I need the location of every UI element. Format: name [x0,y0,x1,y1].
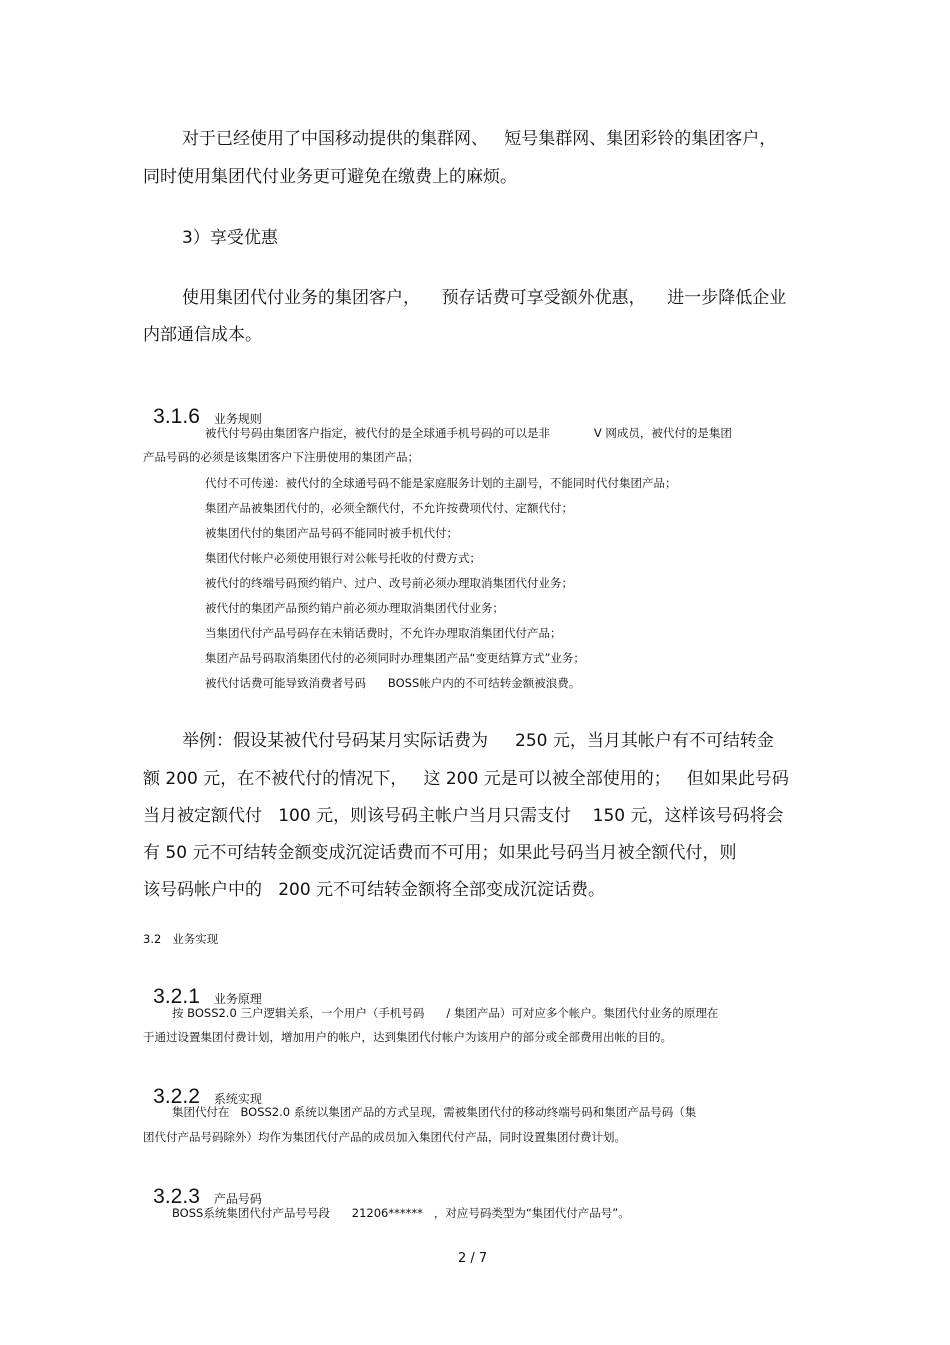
rule-item: 被代付的集团产品预约销户前必须办理取消集团代付业务； [205,601,504,615]
implementation-line-1: 集团代付在 BOSS2.0 系统以集团产品的方式呈现，需被集团代付的移动终端号码和集团产品号码（集 [172,1105,697,1119]
section-title: 系统实现 [213,1092,262,1106]
section-3-2-heading: 3.2 业务实现 [143,932,219,946]
section-3-2-2-heading [143,1066,262,1109]
section-number: 3.2.3 [153,1185,200,1208]
section-3-2-3-heading [143,1166,262,1209]
principle-line-1: 按 BOSS2.0 三户逻辑关系，一个用户（手机号码 / 集团产品）可对应多个帐户。集团代付业务的原理在 [172,1006,719,1020]
rule-item: 代付不可传递：被代付的全球通号码不能是家庭服务计划的主副号，不能同时代付集团产品； [205,476,677,490]
rule-item: 被代付的终端号码预约销户、过户、改号前必须办理取消集团代付业务； [205,576,573,590]
rules-intro-line-1: 被代付号码由集团客户指定，被代付的是全球通手机号码的可以是非 V 网成员，被代付的是集团 [205,426,732,440]
section-number: 3.1.6 [153,405,200,428]
section-number: 3.2.1 [153,985,200,1008]
example-line-3: 当月被定额代付 100 元，则该号码主帐户当月只需支付 150 元，这样该号码将会 [143,806,784,826]
item3-heading: 3）享受优惠 [182,228,278,248]
rule-item: 当集团代付产品号码存在未销话费时，不允许办理取消集团代付产品； [205,626,562,640]
intro-line-2: 同时使用集团代付业务更可避免在缴费上的麻烦。 [143,167,517,187]
section-title: 产品号码 [213,1192,262,1206]
rule-item: 集团产品被集团代付的，必须全额代付，不允许按费项代付、定额代付； [205,501,573,515]
section-title: 业务规则 [213,412,262,426]
item3-line-1: 使用集团代付业务的集团客户， 预存话费可享受额外优惠， 进一步降低企业 [182,288,787,308]
rules-intro-line-2: 产品号码的必须是该集团客户下注册使用的集团产品； [143,450,419,464]
rule-item: 被集团代付的集团产品号码不能同时被手机代付； [205,526,458,540]
product-number-line: BOSS系统集团代付产品号号段 21206****** ，对应号码类型为“集团代付产品号”。 [172,1206,630,1220]
example-line-2: 额 200 元，在不被代付的情况下， 这 200 元是可以被全部使用的； 但如果此号码 [143,769,789,789]
rule-item: 集团产品号码取消集团代付的必须同时办理集团产品“变更结算方式”业务； [205,651,585,665]
example-line-1: 举例：假设某被代付号码某月实际话费为 250 元，当月其帐户有不可结转金 [182,731,774,751]
page-number: 2 / 7 [458,1251,488,1266]
section-title: 业务原理 [213,992,262,1006]
implementation-line-2: 团代付产品号码除外）均作为集团代付产品的成员加入集团代付产品，同时设置集团付费计划。 [143,1130,626,1144]
item3-line-2: 内部通信成本。 [143,325,262,345]
intro-line-1: 对于已经使用了中国移动提供的集群网、 短号集群网、集团彩铃的集团客户， [182,129,777,149]
section-3-1-6-heading [143,386,262,429]
rule-item: 集团代付帐户必须使用银行对公帐号托收的付费方式； [205,551,481,565]
section-3-2-1-heading [143,966,262,1009]
rule-item: 被代付话费可能导致消费者号码 BOSS帐户内的不可结转金额被浪费。 [205,676,581,690]
example-line-4: 有 50 元不可结转金额变成沉淀话费而不可用；如果此号码当月被全额代付，则 [143,843,737,863]
principle-line-2: 于通过设置集团付费计划，增加用户的帐户，达到集团代付帐户为该用户的部分或全部费用出帐的目的。 [143,1030,672,1044]
section-number: 3.2.2 [153,1085,200,1108]
example-line-5: 该号码帐户中的 200 元不可结转金额将全部变成沉淀话费。 [143,880,606,900]
